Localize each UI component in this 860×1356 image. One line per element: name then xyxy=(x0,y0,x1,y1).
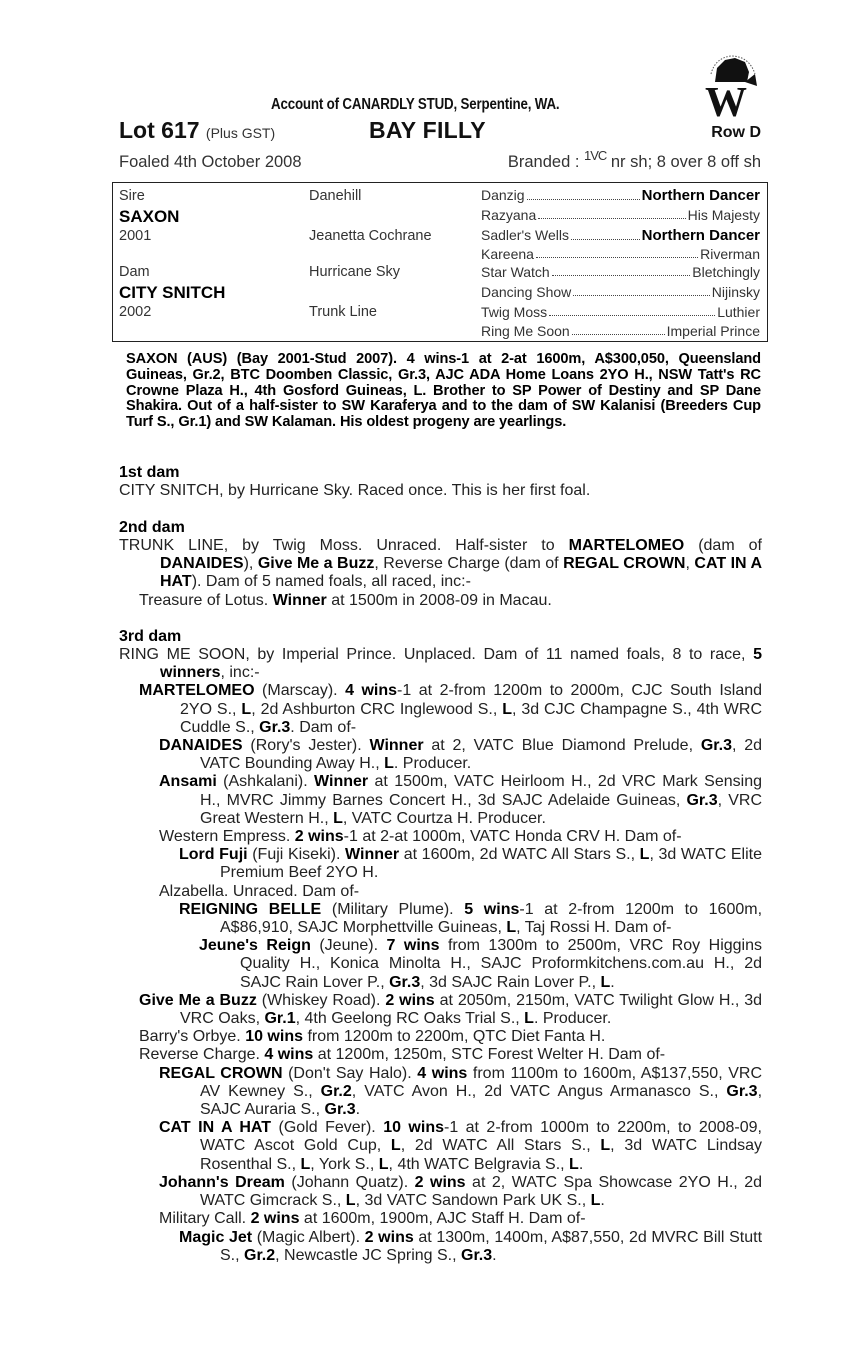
emphasis-text: L xyxy=(524,1010,534,1028)
family-entry xyxy=(119,1210,762,1228)
emphasis-text: 10 wins xyxy=(383,1119,444,1137)
ancestor-sire: Luthier xyxy=(717,304,760,320)
dam-label: Dam xyxy=(119,264,150,280)
body-text: at 1600m, 1900m, AJC Staff H. Dam of- xyxy=(299,1210,586,1228)
body-text: , VRC Great Western H., xyxy=(200,791,762,827)
emphasis-text: 10 wins xyxy=(245,1028,303,1046)
body-text: , VATC Courtza H. Producer. xyxy=(342,809,546,827)
dot-leader xyxy=(571,227,640,240)
emphasis-text: DANAIDES xyxy=(160,555,244,573)
family-entry xyxy=(119,773,762,828)
emphasis-text: CAT IN A HAT xyxy=(160,555,763,591)
body-text: at 1300m, 1400m, A$87,550, 2d MVRC Bill Stutt S., xyxy=(220,1228,763,1264)
body-text: . Producer. xyxy=(393,755,472,773)
ancestor-name: Kareena xyxy=(481,246,534,262)
section-heading: 3rd dam xyxy=(119,628,182,645)
emphasis-text: CAT IN A HAT xyxy=(159,1119,272,1137)
pedigree-gen2: Jeanetta Cochrane xyxy=(309,228,432,244)
emphasis-text: 2 wins xyxy=(250,1210,300,1228)
body-text: ), xyxy=(243,555,258,573)
branding-info xyxy=(507,148,761,172)
family-entry xyxy=(119,537,762,592)
emphasis-text: Winner xyxy=(345,846,400,864)
emphasis-text: Jeune's Reign xyxy=(199,937,311,955)
ancestor-sire: Nijinsky xyxy=(711,284,760,300)
stud-logo-w-icon xyxy=(701,52,761,120)
body-text: , York S., xyxy=(310,1155,379,1173)
body-text: , VATC Avon H., 2d VATC Angus Armanasco S., xyxy=(351,1082,727,1100)
body-text: (Gold Fever). xyxy=(271,1119,384,1137)
body-text: (Ashkalani). xyxy=(216,773,315,791)
body-text: , Reverse Charge (dam of xyxy=(374,555,564,573)
body-text: , 4th WATC Belgravia S., xyxy=(388,1155,570,1173)
emphasis-text: Give Me a Buzz xyxy=(257,555,375,573)
lot-number xyxy=(119,117,275,144)
emphasis-text: Ansami xyxy=(159,773,217,791)
lot-title: BAY FILLY xyxy=(369,117,486,143)
sire-summary: SAXON (AUS) (Bay 2001-Stud 2007). 4 wins-1 at 2-at 1600m, A$300,050, Queensland Guineas, Gr.2, BTC Doomben Classic, Gr.3, AJC ADA Home Loans 2YO H., NSW Tatt's RC Crowne Plaza H., 4th Gosford Guineas, L. Brother to SP Power of Destiny and SP Dane Shakira. Out of a half-sister to SW Karaferya and to the dam of SW Kalanisi (Breeders Cup Turf S., Gr.1) and SW Kalaman. His oldest progeny are yearlings. xyxy=(126,351,761,431)
emphasis-text: L xyxy=(569,1155,579,1173)
body-text: -1 at 2-from 1000m to 2200m, to 2008-09, WATC Ascot Gold Cup, xyxy=(200,1119,762,1155)
emphasis-text: Gr.3 xyxy=(259,718,291,736)
family-entry xyxy=(119,482,762,500)
ancestor-name: Danzig xyxy=(481,187,525,203)
family-entry xyxy=(119,682,762,737)
ancestor-name: Razyana xyxy=(481,207,537,223)
body-text: ). Dam of 5 named foals, all raced, inc:- xyxy=(191,573,471,591)
ancestor-sire: Bletchingly xyxy=(692,264,760,280)
emphasis-text: 5 wins xyxy=(464,900,520,918)
family-entry xyxy=(119,992,762,1028)
emphasis-text: Gr.1 xyxy=(264,1010,296,1028)
pedigree-gen3-row xyxy=(481,284,760,300)
emphasis-text: 2 wins xyxy=(364,1228,414,1246)
ancestor-name: Twig Moss xyxy=(481,304,548,320)
emphasis-text: L xyxy=(300,1155,311,1173)
emphasis-text: L xyxy=(590,1192,601,1210)
sire-label: Sire xyxy=(119,188,145,204)
emphasis-text: 4 wins xyxy=(264,1046,314,1064)
family-entry xyxy=(119,828,762,846)
body-text: . xyxy=(600,1192,605,1210)
ancestor-name: Ring Me Soon xyxy=(481,323,570,339)
ancestor-sire: His Majesty xyxy=(687,207,760,223)
body-text: from 1300m to 2500m, VRC Roy Higgins Quality H., Konica Minolta H., SAJC Proformkitchens.com.au H., 2d SAJC Rain Lover P., xyxy=(240,937,763,991)
foaled-date: Foaled 4th October 2008 xyxy=(119,153,302,171)
body-text: at 2, WATC Spa Showcase 2YO H., 2d WATC Gimcrack S., xyxy=(200,1173,763,1210)
sire-year: 2001 xyxy=(119,228,152,244)
pedigree-gen2: Trunk Line xyxy=(309,304,377,320)
pedigree-gen3-row xyxy=(481,227,760,244)
emphasis-text: Winner xyxy=(314,773,369,791)
pedigree-gen3-row xyxy=(481,246,760,262)
emphasis-text: Lord Fuji xyxy=(179,846,248,864)
emphasis-text: Winner xyxy=(272,591,327,609)
body-text: , 2d WATC All Stars S., xyxy=(400,1137,601,1155)
dam-section xyxy=(119,464,762,500)
body-text: . xyxy=(492,1246,497,1264)
lot-label: Lot 617 xyxy=(119,117,200,143)
pedigree-gen2: Hurricane Sky xyxy=(309,264,401,280)
body-text: . Producer. xyxy=(533,1010,612,1028)
body-text: , Taj Rossi H. Dam of- xyxy=(516,919,672,937)
family-entry xyxy=(119,646,762,682)
body-text: Military Call. xyxy=(159,1210,251,1228)
body-text: from 1100m to 1600m, A$137,550, VRC AV Kewney S., xyxy=(200,1064,763,1100)
body-text: (dam of xyxy=(684,537,762,554)
ancestor-name: Star Watch xyxy=(481,264,550,280)
body-text: (Whiskey Road). xyxy=(256,991,386,1009)
emphasis-text: DANAIDES xyxy=(159,737,243,755)
body-text: (Don't Say Halo). xyxy=(282,1064,418,1082)
emphasis-text: Gr.3 xyxy=(461,1246,493,1264)
sire-name: SAXON xyxy=(119,207,180,226)
emphasis-text: L xyxy=(378,1155,389,1173)
body-text: , Newcastle JC Spring S., xyxy=(275,1246,461,1264)
ancestor-name: Dancing Show xyxy=(481,284,572,300)
body-text: , inc:- xyxy=(220,664,260,682)
emphasis-text: Gr.3 xyxy=(726,1082,758,1100)
vendor-account: Account of CANARDLY STUD, Serpentine, WA. xyxy=(271,96,560,113)
body-text: , 3d WATC Elite Premium Beef 2YO H. xyxy=(220,846,762,882)
body-text: from 1200m to 2200m, QTC Diet Fanta H. xyxy=(303,1028,606,1046)
emphasis-text: L xyxy=(345,1192,356,1210)
pedigree-gen3-row xyxy=(481,264,760,280)
body-text: . xyxy=(355,1101,361,1119)
section-heading: 1st dam xyxy=(119,464,180,481)
family-entry xyxy=(119,1065,762,1120)
body-text: . xyxy=(578,1155,584,1173)
emphasis-text: Gr.3 xyxy=(389,973,421,991)
body-text: -1 at 2-at 1000m, VATC Honda CRV H. Dam of- xyxy=(343,828,682,846)
body-text: at 1500m, VATC Heirloom H., 2d VRC Mark Sensing H., MVRC Jimmy Barnes Concert H., 3d SAJC Adelaide Guineas, xyxy=(200,773,762,809)
dot-leader xyxy=(549,304,715,316)
family-entry xyxy=(119,846,762,882)
pedigree-gen3-row xyxy=(481,323,760,339)
body-text: (Jeune). xyxy=(310,937,387,955)
emphasis-text: 5 winners xyxy=(160,646,762,682)
body-text: (Rory's Jester). xyxy=(242,737,370,755)
emphasis-text: Gr.3 xyxy=(686,791,718,809)
branded-prefix: Branded : xyxy=(507,153,584,171)
emphasis-text: Magic Jet xyxy=(179,1228,253,1246)
ancestor-name: Sadler's Wells xyxy=(481,227,569,243)
brand-mark: 1VC xyxy=(584,148,607,163)
body-text: Reverse Charge. xyxy=(139,1046,265,1064)
pedigree-gen3-row xyxy=(481,207,760,223)
emphasis-text: 4 wins xyxy=(345,682,398,700)
body-text: (Fuji Kiseki). xyxy=(247,846,346,864)
body-text: . xyxy=(610,973,615,991)
body-text: CITY SNITCH, by Hurricane Sky. Raced once. This is her first foal. xyxy=(119,482,591,499)
body-text: Western Empress. xyxy=(159,828,295,846)
ancestor-sire: Riverman xyxy=(700,246,760,262)
emphasis-text: L xyxy=(384,755,394,773)
body-text: , 3d VATC Sandown Park UK S., xyxy=(355,1192,591,1210)
emphasis-text: 2 wins xyxy=(414,1173,466,1191)
body-text: -1 at 2-from 1200m to 2000m, CJC South Island 2YO S., xyxy=(180,682,763,718)
body-text: at 2, VATC Blue Diamond Prelude, xyxy=(423,737,701,755)
pedigree-gen3-row xyxy=(481,304,760,320)
body-text: at 2050m, 2150m, VATC Twilight Glow H., 3d VRC Oaks, xyxy=(180,991,763,1028)
emphasis-text: Give Me a Buzz xyxy=(139,991,257,1009)
body-text: , 3d WATC Lindsay Rosenthal S., xyxy=(200,1137,763,1173)
dam-year: 2002 xyxy=(119,304,152,320)
body-text: , 4th Geelong RC Oaks Trial S., xyxy=(295,1010,525,1028)
emphasis-text: 2 wins xyxy=(385,991,435,1009)
emphasis-text: L xyxy=(390,1137,401,1155)
body-text: Treasure of Lotus. xyxy=(139,591,273,609)
dot-leader xyxy=(573,284,709,296)
body-text: Alzabella. Unraced. Dam of- xyxy=(159,882,360,900)
emphasis-text: REIGNING BELLE xyxy=(179,900,322,918)
emphasis-text: 4 wins xyxy=(417,1064,468,1082)
body-text: (Magic Albert). xyxy=(252,1228,365,1246)
dot-leader xyxy=(527,187,640,200)
emphasis-text: Gr.3 xyxy=(324,1101,356,1119)
body-text: RING ME SOON, by Imperial Prince. Unplaced. Dam of 11 named foals, 8 to race, xyxy=(119,646,754,663)
emphasis-text: L xyxy=(506,919,517,937)
emphasis-text: MARTELOMEO xyxy=(568,537,685,554)
body-text: , SAJC Auraria S., xyxy=(200,1082,763,1119)
body-text: at 1600m, 2d WATC All Stars S., xyxy=(399,846,640,864)
emphasis-text: L xyxy=(600,973,611,991)
stable-row: Row D xyxy=(711,124,761,141)
pedigree-table xyxy=(112,182,768,342)
body-text: , 3d CJC Champagne S., 4th WRC Cuddle S., xyxy=(180,700,763,736)
emphasis-text: Gr.2 xyxy=(244,1246,276,1264)
svg-text:W: W xyxy=(705,80,747,120)
body-text: at 1200m, 1250m, STC Forest Welter H. Dam of- xyxy=(313,1046,666,1064)
emphasis-text: MARTELOMEO xyxy=(139,682,255,700)
body-text: , 2d VATC Bounding Away H., xyxy=(200,737,763,773)
emphasis-text: REGAL CROWN xyxy=(159,1064,283,1082)
emphasis-text: Gr.2 xyxy=(320,1082,352,1100)
family-entry xyxy=(119,883,762,901)
family-entry xyxy=(119,937,762,992)
family-entry xyxy=(119,592,762,610)
dot-leader xyxy=(552,264,691,276)
body-text: Barry's Orbye. xyxy=(139,1028,246,1046)
body-text: -1 at 2-from 1200m to 1600m, A$86,910, SAJC Morphettville Guineas, xyxy=(220,900,763,937)
family-entry xyxy=(119,737,762,773)
body-text: (Military Plume). xyxy=(321,900,465,918)
emphasis-text: REGAL CROWN xyxy=(563,555,686,573)
emphasis-text: L xyxy=(502,700,512,718)
ancestor-sire: Imperial Prince xyxy=(666,323,760,339)
body-text: , 2d Ashburton CRC Inglewood S., xyxy=(251,700,503,718)
body-text: (Marscay). xyxy=(254,682,346,700)
emphasis-text: Gr.3 xyxy=(700,737,732,755)
body-text: at 1500m in 2008-09 in Macau. xyxy=(326,591,552,609)
emphasis-text: L xyxy=(241,700,252,718)
lot-gst-note: (Plus GST) xyxy=(205,125,276,141)
dam-section xyxy=(119,519,762,610)
emphasis-text: L xyxy=(639,846,650,864)
emphasis-text: Johann's Dream xyxy=(159,1173,285,1191)
body-text: , 3d SAJC Rain Lover P., xyxy=(420,973,601,991)
dot-leader xyxy=(572,323,665,335)
emphasis-text: Winner xyxy=(369,737,424,755)
pedigree-gen2: Danehill xyxy=(309,188,362,204)
family-entry xyxy=(119,1046,762,1064)
emphasis-text: 7 wins xyxy=(386,937,440,955)
emphasis-text: L xyxy=(333,809,343,827)
body-text: . Dam of- xyxy=(290,718,357,736)
dam-name: CITY SNITCH xyxy=(119,283,226,302)
family-entry xyxy=(119,1119,762,1174)
emphasis-text: 2 wins xyxy=(294,828,344,846)
family-entry xyxy=(119,1174,762,1210)
dot-leader xyxy=(536,246,698,258)
body-text: TRUNK LINE, by Twig Moss. Unraced. Half-sister to xyxy=(119,537,569,554)
body-text: , xyxy=(685,555,695,573)
family-entry xyxy=(119,1229,762,1265)
ancestor-sire: Northern Dancer xyxy=(641,227,760,244)
family-entry xyxy=(119,901,762,937)
emphasis-text: L xyxy=(600,1137,611,1155)
dot-leader xyxy=(538,207,685,219)
section-heading: 2nd dam xyxy=(119,519,185,536)
pedigree-gen3-row xyxy=(481,187,760,204)
body-text: (Johann Quatz). xyxy=(284,1173,415,1191)
family-entry xyxy=(119,1028,762,1046)
ancestor-sire: Northern Dancer xyxy=(641,187,760,204)
dam-section xyxy=(119,628,762,1265)
branded-suffix: nr sh; 8 over 8 off sh xyxy=(606,153,761,171)
